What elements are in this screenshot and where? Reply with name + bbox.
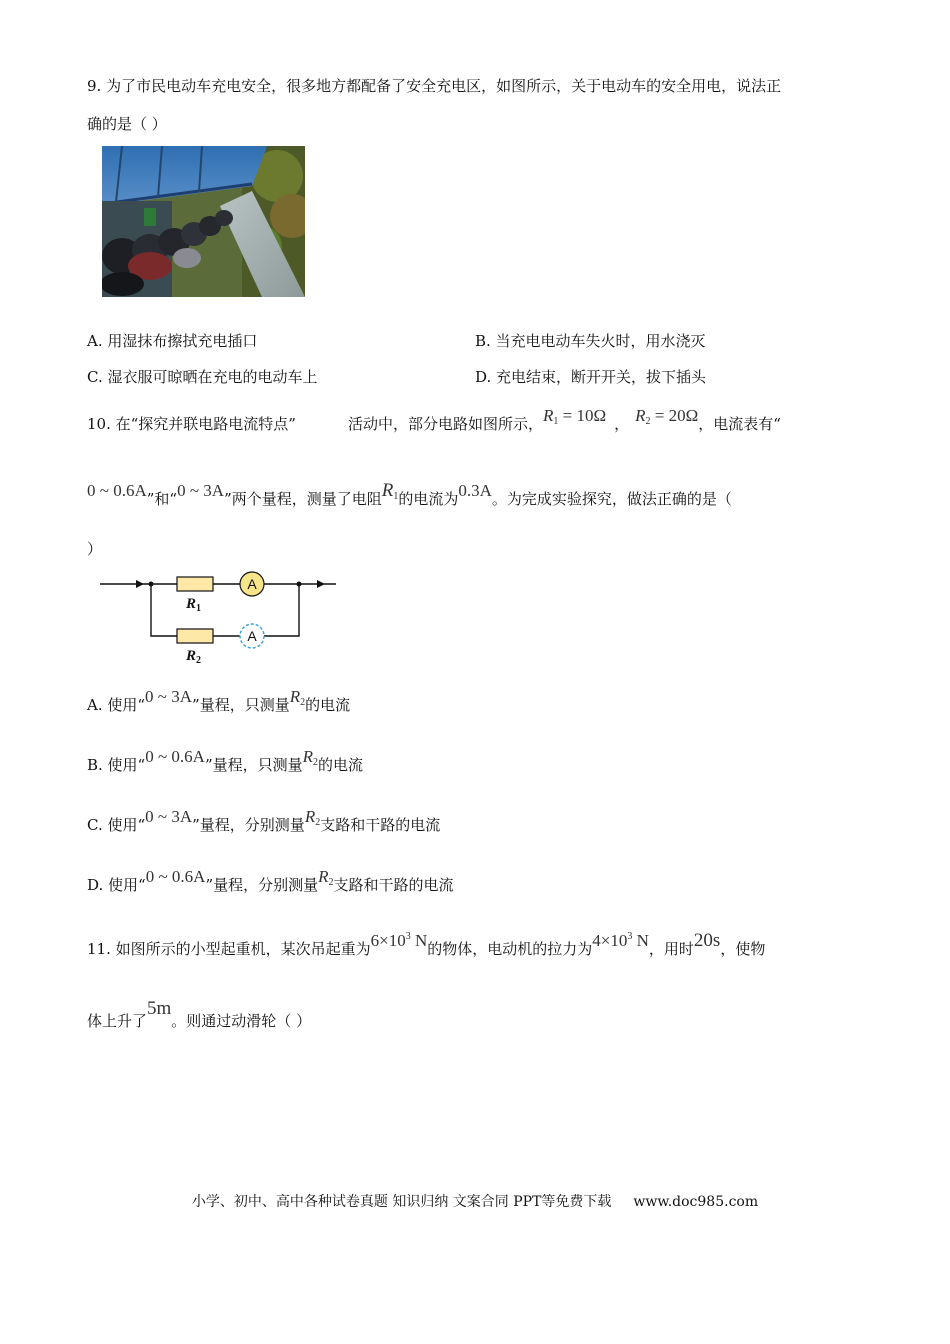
resistor-r1	[177, 577, 213, 591]
measured-current: 0.3A	[458, 481, 492, 500]
q10-stem-line2: 0 ~ 0.6A”和“0 ~ 3A”两个量程，测量了电阻$R_1$的电流为0.3A。为完成实验探究，做法正确的是（	[87, 480, 732, 508]
q10-option-c: C. 使用“0 ~ 3A”量程，分别测量$R_2$支路和干路的电流	[87, 807, 441, 834]
parallel-circuit-diagram	[100, 562, 340, 666]
q9-stem-line1: 9. 为了市民电动车充电安全，很多地方都配备了安全充电区，如图所示，关于电动车的安全用电，说法正	[87, 77, 782, 95]
page-footer	[0, 1191, 950, 1211]
object-weight: $6\times 10^3$ N	[370, 931, 428, 950]
r2-symbol: $R_2$	[302, 747, 319, 768]
current-out-arrow	[317, 580, 325, 588]
range-small: 0 ~ 0.6A	[87, 481, 147, 500]
lift-height: 5m	[147, 998, 172, 1019]
range-large: 0 ~ 3A	[177, 481, 225, 500]
r2-value: $R_2 = 20\Omega$	[635, 406, 699, 427]
r1-symbol: $R_1$	[381, 480, 399, 502]
footer-text: 小学、初中、高中各种试卷真题 知识归纳 文案合同 PPT等免费下载	[191, 1194, 612, 1210]
svg-text:A: A	[247, 628, 257, 644]
q9-option-a: A. 用湿抹布擦拭充电插口	[87, 332, 258, 350]
footer-url[interactable]: www.doc985.com	[633, 1194, 759, 1210]
svg-text:A: A	[247, 576, 257, 592]
q10-stem-line3: ）	[87, 540, 103, 558]
r2-symbol: $R_2$	[304, 807, 321, 828]
r1-label: $R_1$	[186, 596, 202, 614]
r2-symbol: $R_2$	[318, 867, 334, 888]
q10-option-d: D. 使用“0 ~ 0.6A”量程，分别测量$R_2$支路和干路的电流	[87, 867, 454, 894]
q9-option-c: C. 湿衣服可晾晒在充电的电动车上	[87, 368, 318, 386]
r2-label: $R_2$	[186, 648, 202, 666]
resistor-r2	[177, 629, 213, 643]
motor-force: $4\times 10^3$ N	[592, 931, 649, 950]
q9-option-b: B. 当充电电动车失火时，用水浇灭	[475, 332, 706, 350]
q10-stem-line1: 10. 在“探究并联电路电流特点” 活动中，部分电路如图所示，$R_1 = 10\Omega$ ， $R_2 = 20\Omega$，电流表有“	[87, 406, 781, 433]
charging-area-photo	[102, 146, 305, 297]
q9-option-d: D. 充电结束，断开开关，拔下插头	[475, 368, 707, 386]
r1-value: $R_1 = 10\Omega$	[542, 406, 607, 427]
q11-stem-line2: 体上升了5m。则通过动滑轮（ ）	[87, 998, 312, 1030]
q9-stem-line2: 确的是（ ）	[87, 115, 167, 133]
q10-option-a: A. 使用“0 ~ 3A”量程，只测量$R_2$的电流	[87, 687, 351, 714]
q11-stem-line1: 11. 如图所示的小型起重机，某次吊起重为$6\times 10^3$ N的物体，电动机的拉力为$4\times 10^3$ N，用时20s，使物	[87, 930, 766, 958]
current-in-arrow	[136, 580, 144, 588]
lift-time: 20s	[693, 930, 721, 951]
q10-option-b: B. 使用“0 ~ 0.6A”量程，只测量$R_2$的电流	[87, 747, 364, 774]
r2-symbol: $R_2$	[289, 687, 306, 708]
